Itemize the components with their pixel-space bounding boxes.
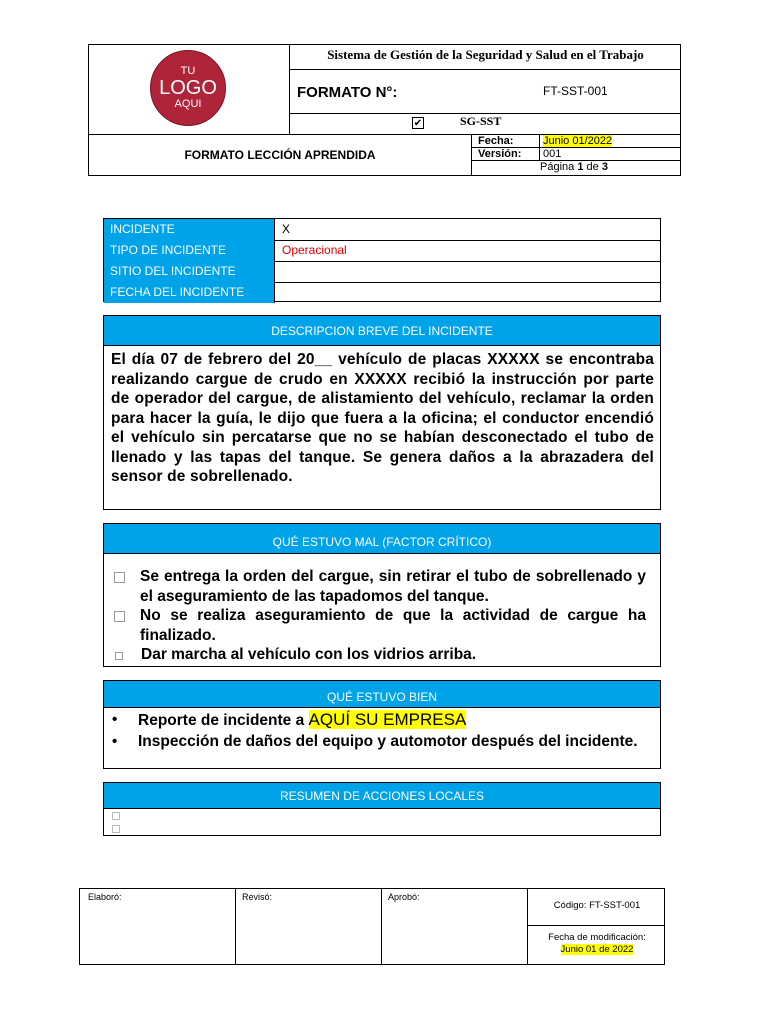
footer-code: Código: FT-SST-001 bbox=[553, 900, 641, 911]
version-label: Versión: bbox=[478, 148, 522, 160]
fecha-value: Junio 01/2022 bbox=[543, 135, 613, 147]
list-item-text: Inspección de daños del equipo y automotor después del incidente. bbox=[138, 732, 638, 750]
logo-text: LOGO bbox=[159, 77, 217, 99]
checkbox-icon bbox=[112, 825, 120, 833]
list-item-prefix: Reporte de incidente a bbox=[138, 712, 305, 729]
reviso-label: Revisó: bbox=[242, 892, 273, 902]
logo-badge bbox=[150, 50, 226, 126]
page-indicator bbox=[540, 161, 608, 173]
list-item bbox=[112, 567, 646, 606]
section-heading: DESCRIPCION BREVE DEL INCIDENTE bbox=[104, 316, 660, 346]
formato-code: FT-SST-001 bbox=[543, 84, 608, 98]
header-divider bbox=[471, 135, 472, 176]
went-wrong-list bbox=[104, 554, 660, 665]
elaboro-label: Elaboró: bbox=[88, 892, 122, 902]
modification-value: Junio 01 de 2022 bbox=[560, 944, 634, 955]
aprobo-label: Aprobó: bbox=[388, 892, 420, 902]
description-text: El día 07 de febrero del 20__ vehículo de placas XXXXX se encontraba realizando cargue de crudo en XXXXX recibió la instrucción por parte de operador del cargue, de alistamiento del vehículo, reclamar la orden para hacer la guía, le dijo que fuera a la oficina; el conductor encendió el vehículo sin percatarse que no se habían desconectado el tubo de llenado y las tapas del tanque. Se genera daños a la abrazadera del sensor de sobrellenado. bbox=[111, 351, 654, 485]
sgsst-label: SG-SST bbox=[460, 114, 502, 128]
list-item-text: No se realiza aseguramiento de que la actividad de cargue ha finalizado. bbox=[140, 607, 646, 644]
fecha-label: Fecha: bbox=[478, 135, 514, 147]
logo-text: AQUI bbox=[174, 98, 202, 110]
footer-divider bbox=[381, 889, 382, 964]
went-right-list bbox=[104, 708, 660, 752]
logo-text: TU bbox=[180, 65, 196, 77]
footer-divider bbox=[235, 889, 236, 964]
list-item bbox=[112, 710, 650, 732]
row-label: FECHA DEL INCIDENTE bbox=[104, 282, 275, 303]
list-item bbox=[112, 645, 646, 665]
version-value: 001 bbox=[543, 148, 562, 160]
signature-footer bbox=[79, 888, 665, 965]
table-row bbox=[104, 261, 660, 283]
row-label: TIPO DE INCIDENTE bbox=[104, 240, 275, 261]
modification-label: Fecha de modificación: bbox=[548, 932, 646, 943]
header-divider bbox=[289, 69, 681, 70]
description-section bbox=[103, 315, 661, 510]
list-item bbox=[112, 606, 646, 645]
list-item-text: Dar marcha al vehículo con los vidrios arriba. bbox=[141, 646, 477, 663]
document-title: FORMATO LECCIÓN APRENDIDA bbox=[184, 148, 376, 162]
section-heading: QUÉ ESTUVO MAL (FACTOR CRÍTICO) bbox=[104, 524, 660, 554]
header-divider bbox=[539, 135, 540, 161]
table-row bbox=[104, 282, 660, 303]
page-of: de bbox=[586, 161, 599, 173]
section-heading: RESUMEN DE ACCIONES LOCALES bbox=[104, 783, 660, 809]
went-right-section bbox=[103, 680, 661, 769]
section-heading: QUÉ ESTUVO BIEN bbox=[104, 681, 660, 708]
list-item-text: Se entrega la orden del cargue, sin retirar el tubo de sobrellenado y el aseguramiento de las tapadomos del tanque. bbox=[140, 568, 646, 605]
went-wrong-section bbox=[103, 523, 661, 667]
list-item bbox=[112, 732, 650, 753]
checkbox-icon bbox=[112, 812, 120, 820]
incident-table bbox=[103, 218, 661, 302]
company-logo bbox=[150, 50, 226, 126]
sgsst-checkbox[interactable]: ✔ bbox=[413, 118, 423, 129]
footer-divider bbox=[528, 925, 665, 926]
page-label: Página bbox=[540, 161, 575, 173]
bullet-icon: • bbox=[112, 732, 118, 750]
modification-date bbox=[529, 932, 665, 956]
checkbox-icon bbox=[115, 652, 123, 660]
system-title: Sistema de Gestión de la Seguridad y Salud en el Trabajo bbox=[327, 47, 644, 62]
row-label: SITIO DEL INCIDENTE bbox=[104, 261, 275, 282]
bullet-icon: • bbox=[112, 711, 118, 728]
row-value[interactable]: Operacional bbox=[282, 243, 347, 257]
company-placeholder: AQUÍ SU EMPRESA bbox=[308, 710, 467, 729]
checkbox-icon bbox=[114, 572, 125, 583]
row-value[interactable]: X bbox=[282, 222, 291, 236]
checkbox-icon bbox=[114, 611, 125, 622]
page-current: 1 bbox=[577, 161, 584, 173]
row-label: INCIDENTE bbox=[104, 219, 275, 240]
page-total: 3 bbox=[601, 161, 608, 173]
formato-label: FORMATO N°: bbox=[297, 84, 398, 101]
table-row bbox=[104, 219, 660, 241]
table-row bbox=[104, 240, 660, 262]
footer-divider bbox=[527, 889, 528, 964]
list-item-text bbox=[138, 710, 650, 732]
local-actions-section bbox=[103, 782, 661, 836]
